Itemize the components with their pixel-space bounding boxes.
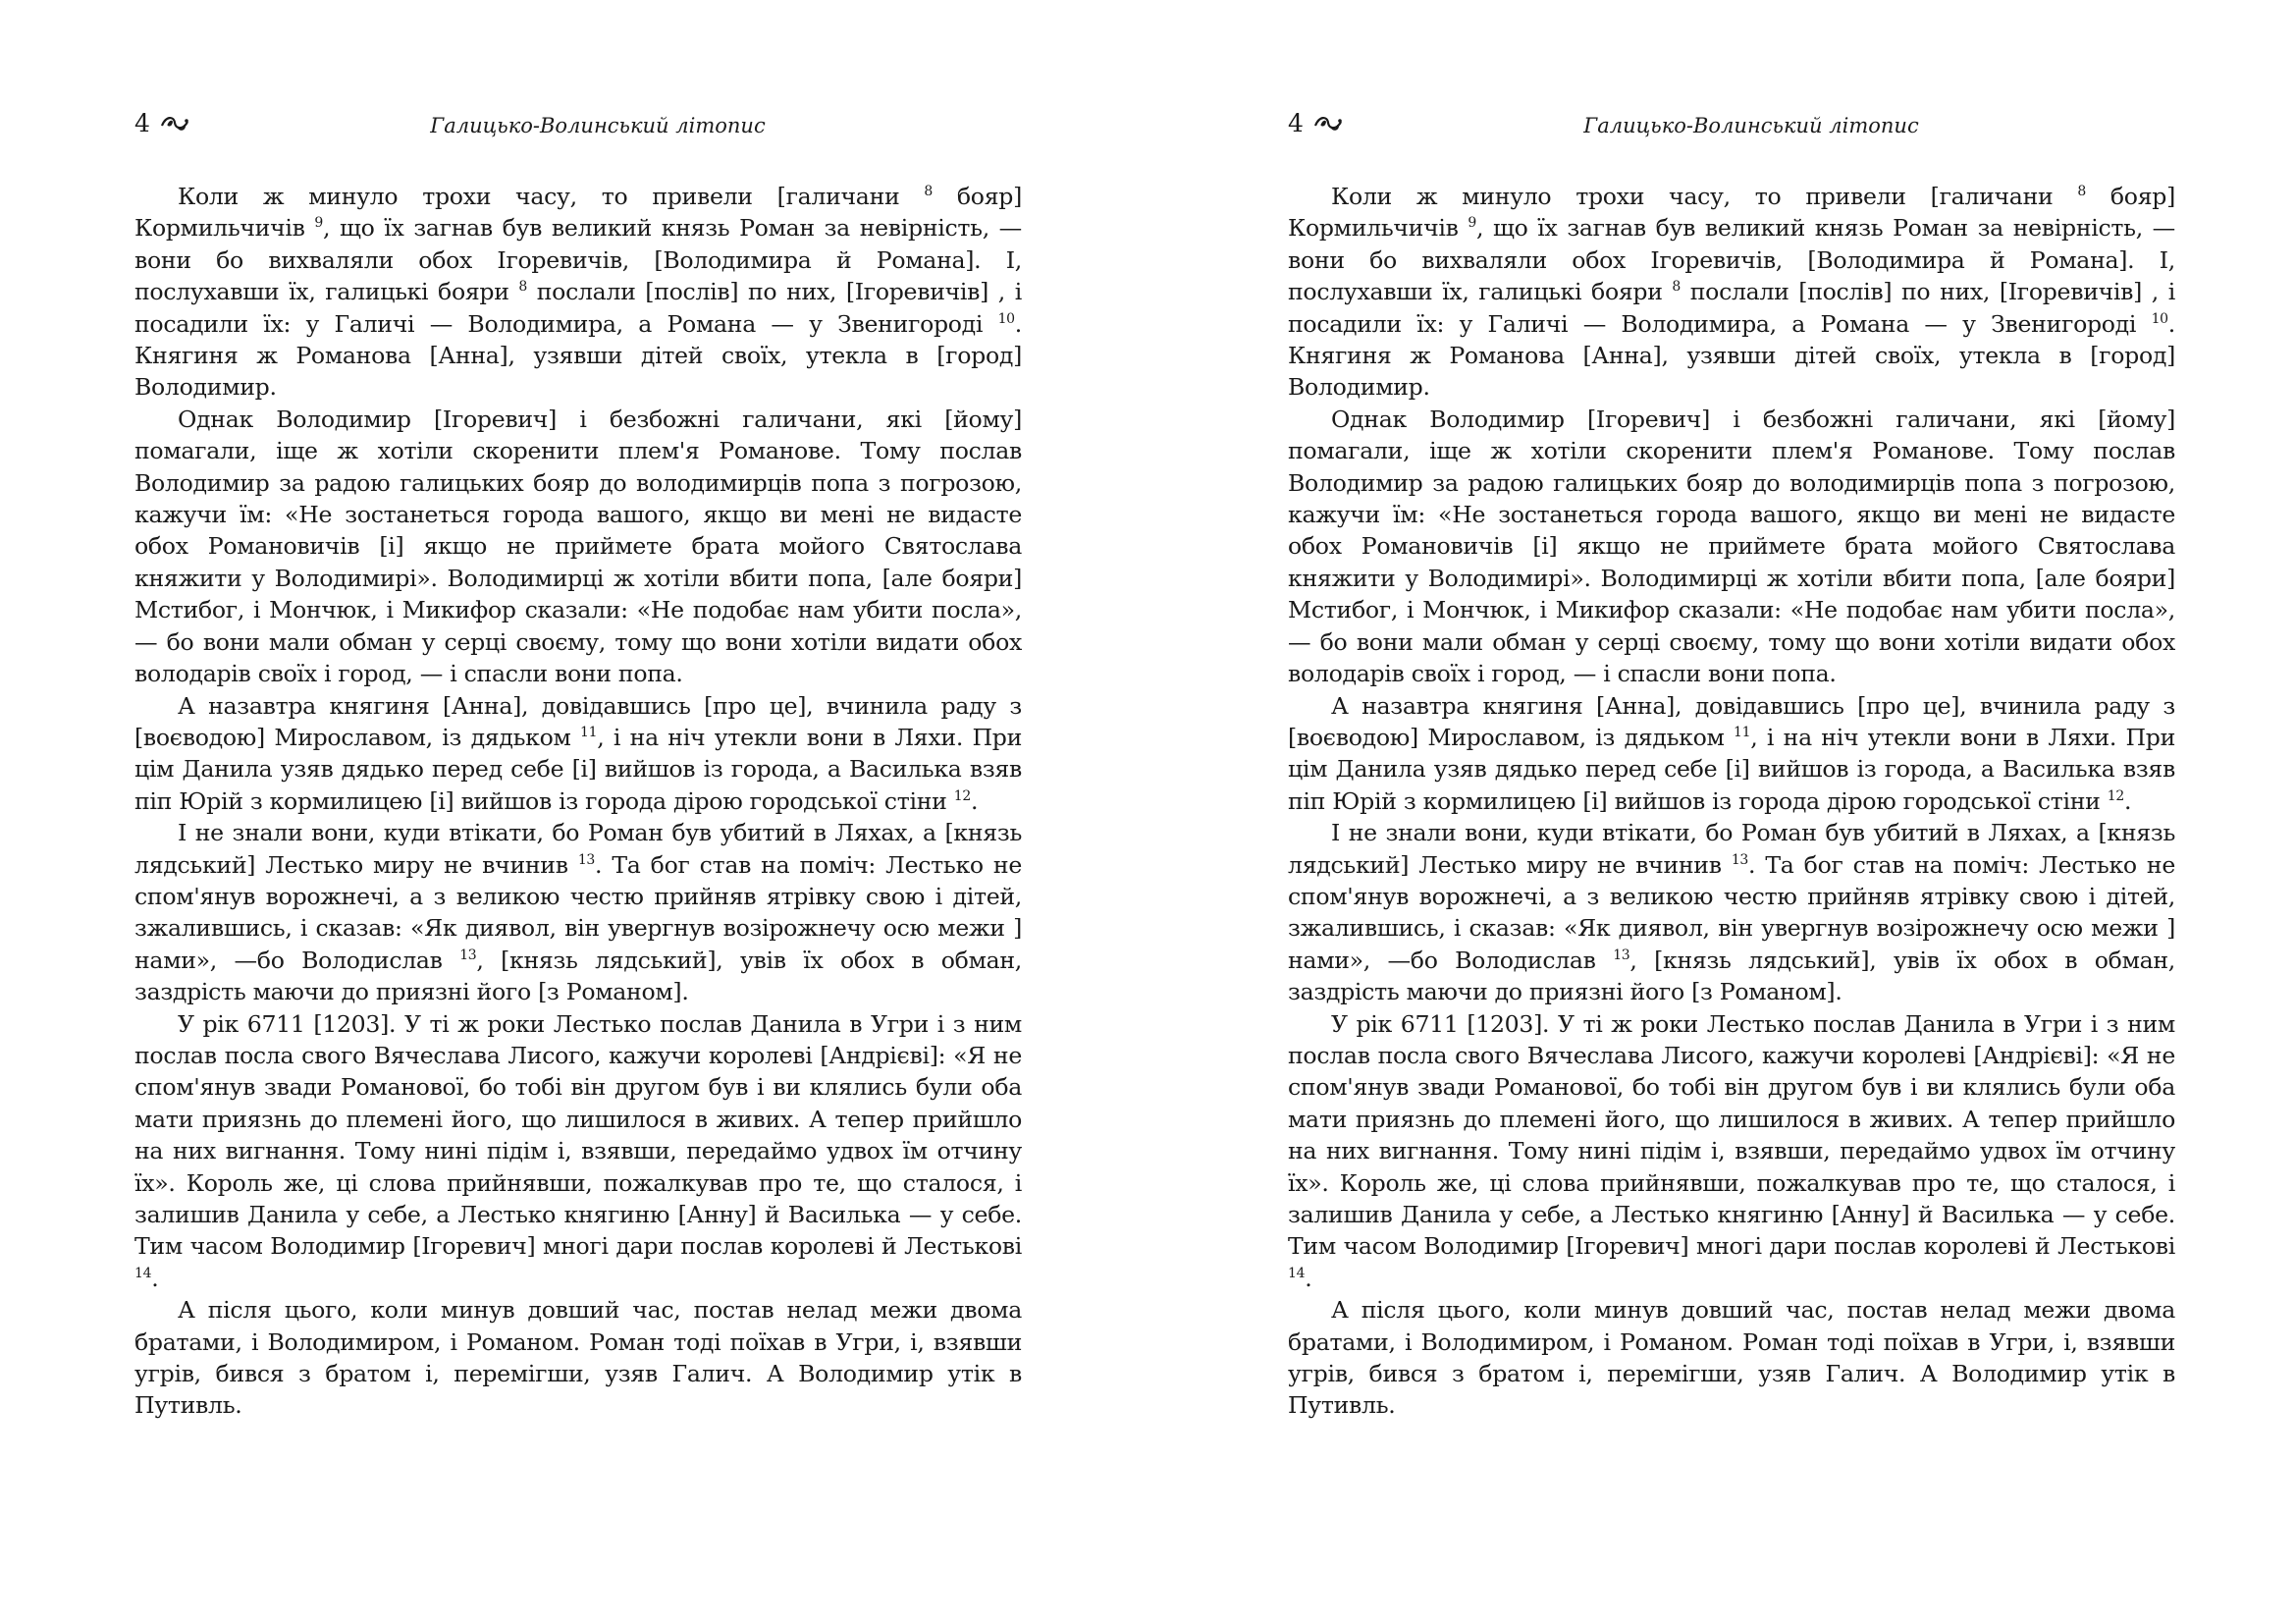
page-body [1288,181,2175,1422]
paragraph [1288,181,2175,404]
paragraph [134,817,1022,1007]
footnote-marker: 14 [1288,1265,1306,1281]
text-run: У рік 6711 [1203]. У ті ж роки Лестько послав Данила в Угри і з ним послав посла свого Вячеслава Лисого, кажучи королеві [Андрієві]: «Я не спом'янув звади Романової, бо тобі він другом був і ви клялись були оба мати приязнь до племені його, що лишилося в живих. А тепер прийшло на них вигнання. Тому нині підім і, взявши, передаймо удвох їм отчину їх». Король же, ці слова прийнявши, пожалкував про те, що сталося, і залишив Данила у себе, а Лестько княгиню [Анну] й Василька — у себе. Тим часом Володимир [Ігоревич] многі дари послав королеві й Лестькові [134,1009,1022,1261]
text-run: Однак Володимир [Ігоревич] і безбожні галичани, які [йому] помагали, іще ж хотіли скоренити плем'я Романове. Тому послав Володимир за радою галицьких бояр до володимирців попа з погрозою, кажучи їм: «Не зостанеться города вашого, якщо ви мені не видасте обох Романовичів [і] якщо не приймете брата мойого Святослава княжити у Володимирі». Володимирці ж хотіли вбити попа, [але бояри] Мстибог, і Мончюк, і Микифор сказали: «Не подобає нам убити посла», — бо вони мали обман у серці своєму, тому що вони хотіли видати обох володарів своїх і город, — і спасли вони попа. [1288,405,2175,688]
page-number-text: 4 [1288,109,1304,137]
left-page [134,108,1022,1422]
footnote-marker: 13 [1613,947,1630,963]
text-run: . Княгиня ж Романова [Анна], узявши дітей своїх, утекла в [город] Володимир. [1288,309,2175,402]
text-run: . [1305,1264,1312,1292]
text-run: бояр] Кормильчичів [134,183,1022,243]
text-run: . Та бог став на поміч: Лестько не спом'янув ворожнечі, а з великою честю прийняв ятрівку свою і дітей, зжалившись, і сказав: «Як диявол, він увергнув возірожнечу осю межи ] нами», —бо Володислав [1288,850,2175,974]
text-run: бояр] Кормильчичів [1288,183,2175,243]
footnote-marker: 13 [459,947,477,963]
footnote-marker: 8 [2077,184,2086,200]
paragraph [1288,690,2175,818]
text-run: , і на ніч утекли вони в Ляхи. При цім Данила узяв дядько перед себе [і] вийшов із города, а Василька взяв піп Юрій з кормилицею [і] вийшов із города дірою городської стіни [1288,723,2175,815]
text-run: . Княгиня ж Романова [Анна], узявши дітей своїх, утекла в [город] Володимир. [134,309,1022,402]
running-head [134,108,1022,147]
footnote-marker: 12 [2107,787,2124,804]
footnote-marker: 13 [577,851,596,868]
text-run: У рік 6711 [1203]. У ті ж роки Лестько послав Данила в Угри і з ним послав посла свого Вячеслава Лисого, кажучи королеві [Андрієві]: «Я не спом'янув звади Романової, бо тобі він другом був і ви клялись були оба мати приязнь до племені його, що лишилося в живих. А тепер прийшло на них вигнання. Тому нині підім і, взявши, передаймо удвох їм отчину їх». Король же, ці слова прийнявши, пожалкував про те, що сталося, і залишив Данила у себе, а Лестько княгиню [Анну] й Василька — у себе. Тим часом Володимир [Ігоревич] многі дари послав королеві й Лестькові [1288,1009,2175,1261]
text-run: . [2123,786,2132,815]
footnote-marker: 8 [518,279,528,296]
footnote-marker: 11 [1734,725,1751,741]
footnote-marker: 8 [1672,279,1682,296]
text-run: , і на ніч утекли вони в Ляхи. При цім Данила узяв дядько перед себе [і] вийшов із города, а Василька взяв піп Юрій з кормилицею [і] вийшов із города дірою городської стіни [134,723,1022,815]
text-run: . [970,786,979,815]
footnote-marker: 14 [134,1265,152,1281]
text-run: Коли ж минуло трохи часу, то привели [галичани [178,183,925,210]
text-run: . Та бог став на поміч: Лестько не спом'янув ворожнечі, а з великою честю прийняв ятрівку свою і дітей, зжалившись, і сказав: «Як диявол, він увергнув возірожнечу осю межи ] нами», —бо Володислав [134,850,1022,974]
text-run: Коли ж минуло трохи часу, то привели [галичани [1331,183,2078,210]
text-run: послали [послів] по них, [Ігоревичів] , і посадили їх: у Галичі — Володимира, а Романа — у Звенигороді [134,278,1022,338]
text-run: І не знали вони, куди втікати, бо Роман був убитий в Ляхах, а [князь лядський] Лестько миру не вчинив [134,819,1022,879]
footnote-marker: 11 [580,725,598,741]
paragraph [134,1294,1022,1422]
text-run: Однак Володимир [Ігоревич] і безбожні галичани, які [йому] помагали, іще ж хотіли скоренити плем'я Романове. Тому послав Володимир за радою галицьких бояр до володимирців попа з погрозою, кажучи їм: «Не зостанеться города вашого, якщо ви мені не видасте обох Романовичів [і] якщо не приймете брата мойого Святослава княжити у Володимирі». Володимирці ж хотіли вбити попа, [але бояри] Мстибог, і Мончюк, і Микифор сказали: «Не подобає нам убити посла», — бо вони мали обман у серці своєму, тому що вони хотіли видати обох володарів своїх і город, — і спасли вони попа. [134,405,1022,688]
paragraph [134,404,1022,690]
page-body [134,181,1022,1422]
footnote-marker: 13 [1731,851,1749,868]
paragraph [1288,817,2175,1007]
text-run: , що їх загнав був великий князь Роман за невірність, — вони бо вихваляли обох Ігоревичів, [Володимира й Романа]. І, послухавши їх, галицькі бояри [134,214,1022,306]
text-run: А назавтра княгиня [Анна], довідавшись [про це], вчинила раду з [воєводою] Мирославом, із дядьком [1288,691,2175,751]
footnote-marker: 9 [1468,215,1477,232]
paragraph [134,690,1022,818]
footnote-marker: 10 [2151,310,2168,327]
footnote-marker: 12 [953,787,971,804]
footnote-marker: 9 [314,215,324,232]
text-run: А після цього, коли минув довший час, постав нелад межи двома братами, і Володимиром, і Романом. Роман тоді поїхав в Угри, і, взявши угрів, бився з братом і, перемігши, узяв Галич. А Володимир утік в Путивль. [1288,1296,2175,1420]
right-page [1288,108,2175,1422]
text-run: . [151,1264,159,1292]
page-number-text: 4 [134,109,150,137]
text-run: , [князь лядський], увів їх обох в обман, заздрість маючи до приязні його [з Романом]. [1288,946,2176,1006]
paragraph [134,181,1022,404]
running-title: Галицько-Волинський літопис [1583,114,1919,137]
footnote-marker: 8 [924,184,933,200]
text-run: А після цього, коли минув довший час, постав нелад межи двома братами, і Володимиром, і Романом. Роман тоді поїхав в Угри, і, взявши угрів, бився з братом і, перемігши, узяв Галич. А Володимир утік в Путивль. [134,1296,1022,1420]
text-run: І не знали вони, куди втікати, бо Роман був убитий в Ляхах, а [князь лядський] Лестько миру не вчинив [1288,819,2175,879]
paragraph [1288,404,2175,690]
paragraph [134,1008,1022,1295]
text-run: А назавтра княгиня [Анна], довідавшись [про це], вчинила раду з [воєводою] Мирославом, із дядьком [134,691,1022,751]
paragraph [1288,1294,2175,1422]
running-title: Галицько-Волинський літопис [430,114,766,137]
text-run: , [князь лядський], увів їх обох в обман, заздрість маючи до приязні його [з Романом]. [134,946,1023,1006]
paragraph [1288,1008,2175,1295]
text-run: , що їх загнав був великий князь Роман за невірність, — вони бо вихваляли обох Ігоревичів, [Володимира й Романа]. І, послухавши їх, галицькі бояри [1288,214,2175,306]
text-run: послали [послів] по них, [Ігоревичів] , і посадили їх: у Галичі — Володимира, а Романа — у Звенигороді [1288,278,2175,338]
footnote-marker: 10 [997,310,1015,327]
running-head [1288,108,2175,147]
